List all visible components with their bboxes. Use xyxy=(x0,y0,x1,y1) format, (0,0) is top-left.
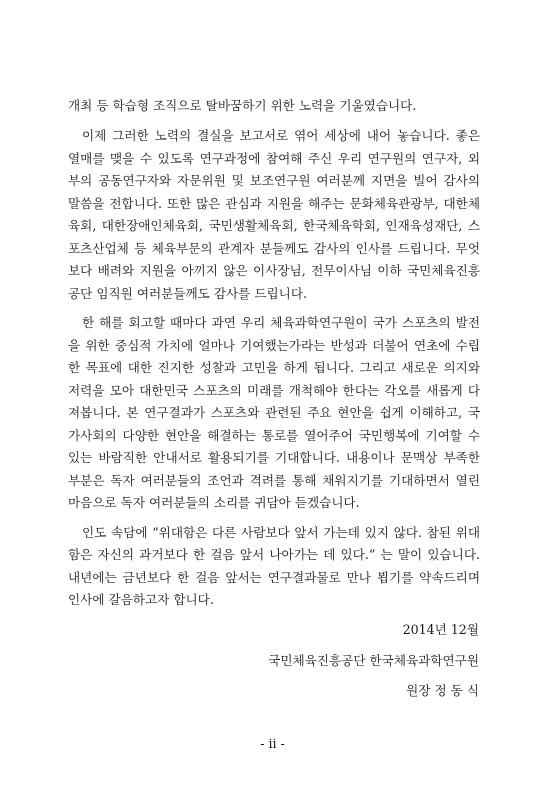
body-line: 가사회의 다양한 현안을 해결하는 통로를 열어주어 국민행복에 기여할 수 xyxy=(68,428,480,443)
body-line: 한 목표에 대한 진지한 성찰과 고민을 하게 됩니다. 그리고 새로운 의지와 xyxy=(68,360,480,375)
body-line: 마음으로 독자 여러분들의 소리를 귀담아 듣겠습니다. xyxy=(68,495,360,510)
body-line: 개최 등 학습형 조직으로 탈바꿈하기 위한 노력을 기울였습니다. xyxy=(68,98,417,113)
body-line: 공단 임직원 여러분들께도 감사를 드립니다. xyxy=(68,286,307,301)
body-line: 있는 바람직한 안내서로 활용되기를 기대합니다. 내용이나 문맥상 부족한 xyxy=(68,450,480,465)
body-line: 인사에 갈음하고자 합니다. xyxy=(68,592,214,607)
body-line: 열매를 맺을 수 있도록 연구과정에 참여해 주신 우리 연구원의 연구자, 외 xyxy=(68,151,480,166)
body-line: 내년에는 금년보다 한 걸음 앞서는 연구결과물로 만나 뵙기를 약속드리며 xyxy=(68,570,480,585)
body-line: 함은 자신의 과거보다 한 걸음 앞서 나아가는 데 있다.” 는 말이 있습니다. xyxy=(68,547,480,562)
body-line: 을 위한 중심적 가치에 얼마나 기여했는가라는 반성과 더불어 연초에 수립 xyxy=(68,338,480,353)
body-line: 부의 공동연구자와 자문위원 및 보조연구원 여러분께 지면을 빌어 감사의 xyxy=(68,173,480,188)
paragraph-first-line: 이제 그러한 노력의 결실을 보고서로 엮어 세상에 내어 놓습니다. 좋은 xyxy=(82,128,480,143)
body-line: 말씀을 전합니다. 또한 많은 관심과 지원을 해주는 문화체육관광부, 대한체 xyxy=(68,196,480,211)
page-number: - ii - xyxy=(260,736,285,751)
paragraph-first-line: 인도 속담에 “위대함은 다른 사람보다 앞서 가는데 있지 않다. 참된 위대 xyxy=(82,525,480,540)
body-line: 보다 배려와 지원을 아끼지 않은 이사장님, 전무이사님 이하 국민체육진흥 xyxy=(68,263,480,278)
body-line: 저력을 모아 대한민국 스포츠의 미래를 개척해야 한다는 각오를 새롭게 다 xyxy=(68,383,480,398)
signature: 원장 정 동 식 xyxy=(406,683,479,698)
body-line: 져봅니다. 본 연구결과가 스포츠와 관련된 주요 현안을 쉽게 이해하고, 국 xyxy=(68,405,480,420)
organization-name: 국민체육진흥공단 한국체육과학연구원 xyxy=(268,653,479,668)
body-line: 육회, 대한장애인체육회, 국민생활체육회, 한국체육학회, 인재육성재단, 스 xyxy=(68,218,480,233)
body-line: 부분은 독자 여러분들의 조언과 격려를 통해 채워지기를 기대하면서 열린 xyxy=(68,473,480,488)
document-date: 2014년 12월 xyxy=(402,622,479,637)
paragraph-first-line: 한 해를 회고할 때마다 과연 우리 체육과학연구원이 국가 스포츠의 발전 xyxy=(82,315,480,330)
body-line: 포츠산업체 등 체육부문의 관계자 분들께도 감사의 인사를 드립니다. 무엇 xyxy=(68,241,480,256)
